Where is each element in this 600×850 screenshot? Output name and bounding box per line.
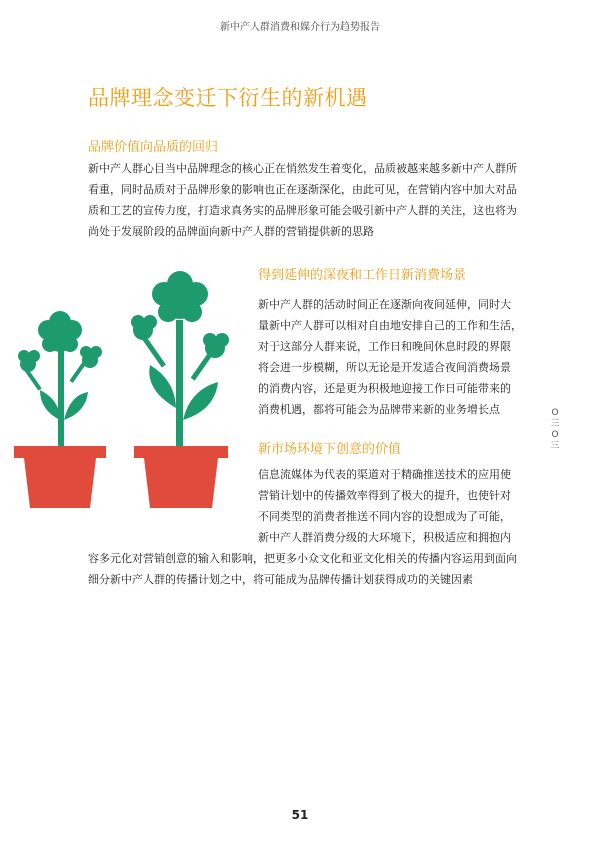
- section-heading-creativity: 新市场环境下创意的价值: [258, 442, 402, 457]
- body-line: 看重，同时品质对于品牌形象的影响也正在逐渐深化，由此可见，在营销内容中加大对品: [88, 183, 517, 196]
- section-body-creativity-right: [258, 464, 511, 548]
- section-heading-quality: 品牌价值向品质的回归: [88, 140, 219, 155]
- page-number: 51: [291, 808, 309, 822]
- body-line: 新中产人群心目当中品牌理念的核心正在悄然发生着变化，品质被越来越多新中产人群所: [88, 162, 517, 175]
- potted-plants-illustration: [10, 270, 235, 515]
- body-line: 新中产人群消费分级的大环境下，积极适应和拥抱内: [258, 531, 511, 544]
- page-title: 品牌理念变迁下衍生的新机遇: [88, 86, 368, 110]
- large-pot: [134, 446, 228, 508]
- body-line: 将会进一步模糊，所以无论是开发适合夜间消费场景: [258, 361, 511, 374]
- section-heading-night-workday: 得到延伸的深夜和工作日新消费场景: [258, 268, 467, 283]
- body-line: 质和工艺的宣传力度，打造求真务实的品牌形象可能会吸引新中产人群的关注，这也将为: [88, 204, 517, 217]
- section-body-night-workday: [258, 294, 522, 420]
- body-line: 不同类型的消费者推送不同内容的设想成为了可能，: [258, 510, 511, 523]
- section-body-creativity-full: [88, 548, 517, 590]
- body-line: 细分新中产人群的传播计划之中，将可能成为品牌传播计划获得成功的关键因素: [88, 573, 473, 586]
- section-body-quality: [88, 158, 517, 242]
- body-line: 营销计划中的传播效率得到了极大的提升，也使针对: [258, 489, 511, 502]
- body-line: 信息流媒体为代表的渠道对于精确推送技术的应用使: [258, 468, 511, 481]
- small-plant: [18, 311, 102, 455]
- body-line: 新中产人群的活动时间正在逐渐向夜间延伸，同时大: [258, 298, 511, 311]
- large-plant: [131, 271, 229, 455]
- body-line: 容多元化对营销创意的输入和影响，把更多小众文化和亚文化相关的传播内容运用到面向: [88, 552, 517, 565]
- body-line: 的消费内容，还是更为积极地迎接工作日可能带来的: [258, 382, 511, 395]
- page-header: 新中产人群消费和媒介行为趋势报告: [220, 22, 380, 33]
- side-page-marker: O 三 O 三: [550, 408, 560, 451]
- small-pot: [14, 446, 106, 508]
- body-line: 量新中产人群可以相对自由地安排自己的工作和生活，: [258, 319, 522, 332]
- body-line: 对于这部分人群来说，工作日和晚间休息时段的界限: [258, 340, 511, 353]
- body-line: 尚处于发展阶段的品牌面向新中产人群的营销提供新的思路: [88, 225, 374, 238]
- body-line: 消费机遇，都将可能会为品牌带来新的业务增长点: [258, 403, 500, 416]
